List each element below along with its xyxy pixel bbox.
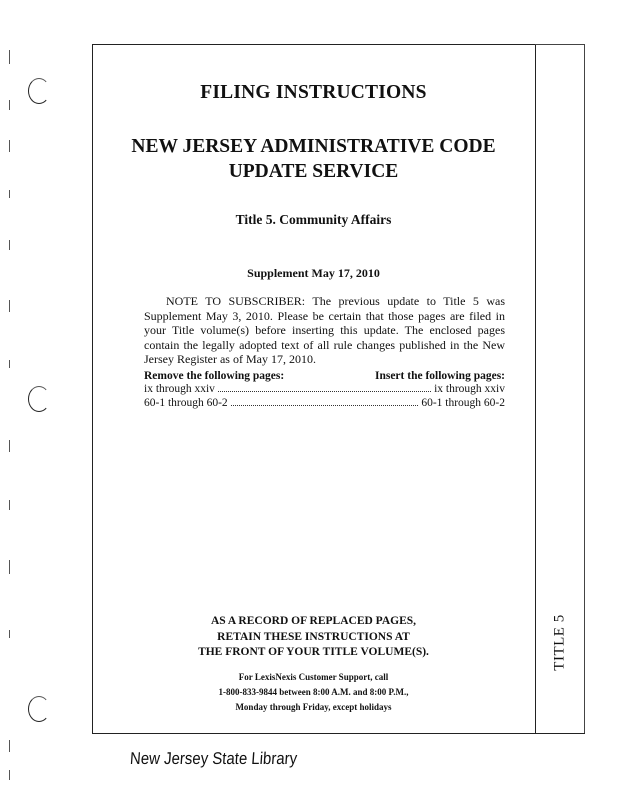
insert-pages: ix through xxiv — [434, 383, 505, 395]
page-row — [144, 397, 505, 409]
record-line: RETAIN THESE INSTRUCTIONS AT — [217, 630, 410, 643]
binder-hole-bottom — [28, 696, 50, 722]
record-line: AS A RECORD OF REPLACED PAGES, — [210, 615, 417, 627]
heading: FILING INSTRUCTIONS — [200, 82, 427, 103]
page-border-right — [535, 44, 536, 734]
support-line: Monday through Friday, except holidays — [235, 702, 392, 712]
page-border-bottom — [92, 733, 585, 734]
scan-mark — [9, 630, 10, 638]
library-stamp: New Jersey State Library — [129, 749, 298, 768]
customer-support — [92, 670, 535, 715]
binder-hole-middle — [28, 386, 50, 412]
scan-mark — [9, 440, 10, 452]
supplement-date: Supplement May 17, 2010 — [247, 266, 380, 280]
note-to-subscriber: NOTE TO SUBSCRIBER: The previous update to Title 5 was Supplement May 3, 2010. Please be certain that those pages are filed in your Title volume(s) before inserting this update. The enclosed pages contain the legally adopted text of all rule changes published in the New Jersey Register as of May 17, 2010. — [144, 294, 505, 367]
scan-mark — [9, 140, 10, 152]
scan-mark — [9, 240, 10, 250]
scan-mark — [9, 740, 10, 752]
tab-label: TITLE 5 — [551, 613, 568, 671]
dot-leader — [218, 390, 431, 392]
record-line: THE FRONT OF YOUR TITLE VOLUME(S). — [198, 646, 429, 658]
scan-mark — [9, 770, 10, 780]
title-tab — [546, 612, 574, 672]
page-row — [144, 383, 505, 395]
support-line: 1-800-833-9844 between 8:00 A.M. and 8:00 P.M., — [218, 687, 409, 697]
binder-hole-top — [28, 78, 50, 104]
remove-pages: ix through xxiv — [144, 383, 215, 395]
insert-pages: 60-1 through 60-2 — [421, 397, 505, 409]
scan-mark — [9, 560, 10, 574]
tab-border-top — [535, 44, 585, 45]
service-title-line1: NEW JERSEY ADMINISTRATIVE CODE — [131, 136, 496, 157]
title-name: Title 5. Community Affairs — [235, 212, 392, 227]
pages-header — [144, 370, 505, 382]
tab-border — [584, 44, 585, 734]
remove-pages: 60-1 through 60-2 — [144, 397, 228, 409]
scan-mark — [9, 360, 10, 368]
scan-mark — [9, 50, 10, 64]
dot-leader — [231, 404, 419, 406]
insert-header: Insert the following pages: — [374, 370, 505, 382]
service-title — [92, 134, 535, 184]
record-instructions — [92, 614, 535, 661]
scan-mark — [9, 190, 10, 198]
support-line: For LexisNexis Customer Support, call — [238, 672, 389, 682]
scan-mark — [9, 100, 10, 110]
remove-header: Remove the following pages: — [144, 370, 285, 382]
scan-mark — [9, 500, 10, 510]
scan-mark — [9, 300, 10, 312]
service-title-line2: UPDATE SERVICE — [228, 161, 399, 182]
